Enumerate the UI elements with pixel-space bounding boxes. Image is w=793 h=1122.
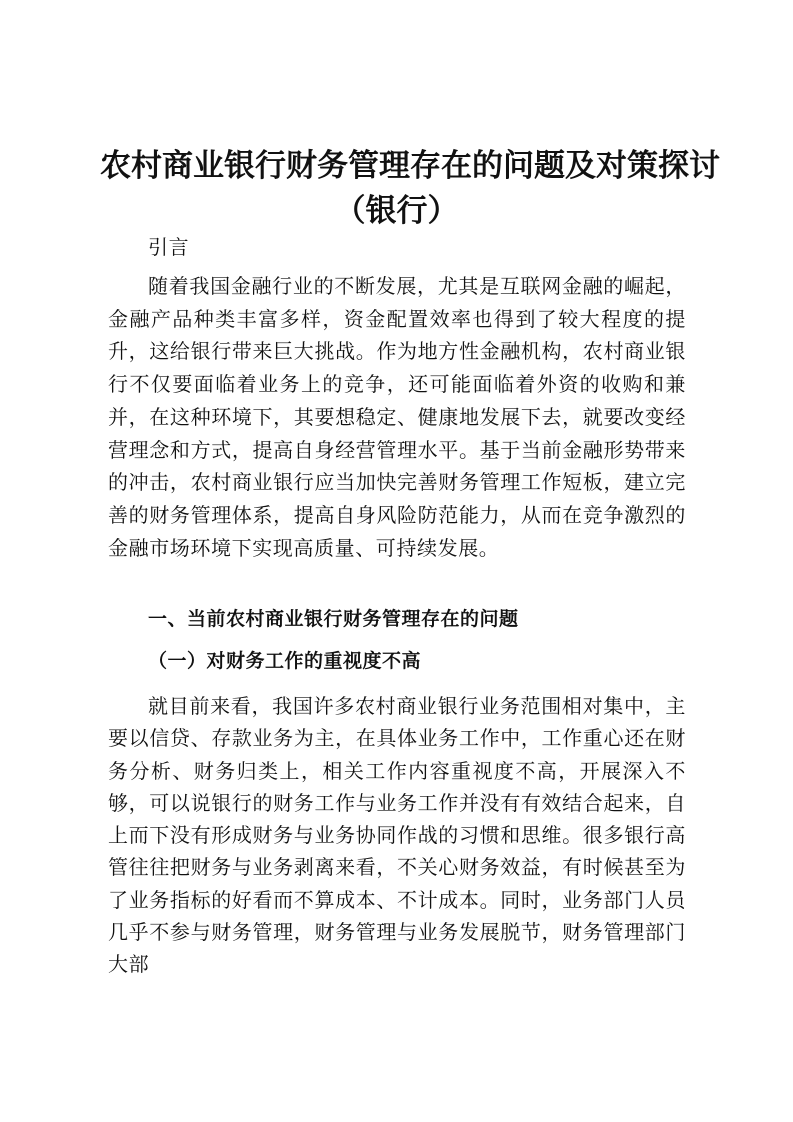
document-subtitle: （银行） xyxy=(334,193,459,229)
intro-paragraph: 随着我国金融行业的不断发展，尤其是互联网金融的崛起，金融产品种类丰富多样，资金配置效率也得到了较大程度的提升，这给银行带来巨大挑战。作为地方性金融机构，农村商业银行不仅要面临着业务上的竞争，还可能面临着外资的收购和兼并，在这种环境下，其要想稳定、健康地发展下去，就要改变经营理念和方式，提高自身经营管理水平。基于当前金融形势带来的冲击，农村商业银行应当加快完善财务管理工作短板，建立完善的财务管理体系，提高自身风险防范能力，从而在竞争激烈的金融市场环境下实现高质量、可持续发展。 xyxy=(108,274,686,560)
subsection-heading: （一）对财务工作的重视度不高 xyxy=(148,650,422,672)
intro-label: 引言 xyxy=(148,235,190,259)
body-paragraph: 就目前来看，我国许多农村商业银行业务范围相对集中，主要以信贷、存款业务为主，在具体业务工作中，工作重心还在财务分析、财务归类上，相关工作内容重视度不高，开展深入不够，可以说银行的财务工作与业务工作并没有有效结合起来，自上而下没有形成财务与业务协同作战的习惯和思维。很多银行高管往往把财务与业务剥离来看，不关心财务效益，有时候甚至为了业务指标的好看而不算成本、不计成本。同时，业务部门人员几乎不参与财务管理，财务管理与业务发展脱节，财务管理部门大部 xyxy=(108,694,686,977)
document-title: 农村商业银行财务管理存在的问题及对策探讨 xyxy=(100,148,720,184)
section-heading: 一、当前农村商业银行财务管理存在的问题 xyxy=(148,608,519,630)
